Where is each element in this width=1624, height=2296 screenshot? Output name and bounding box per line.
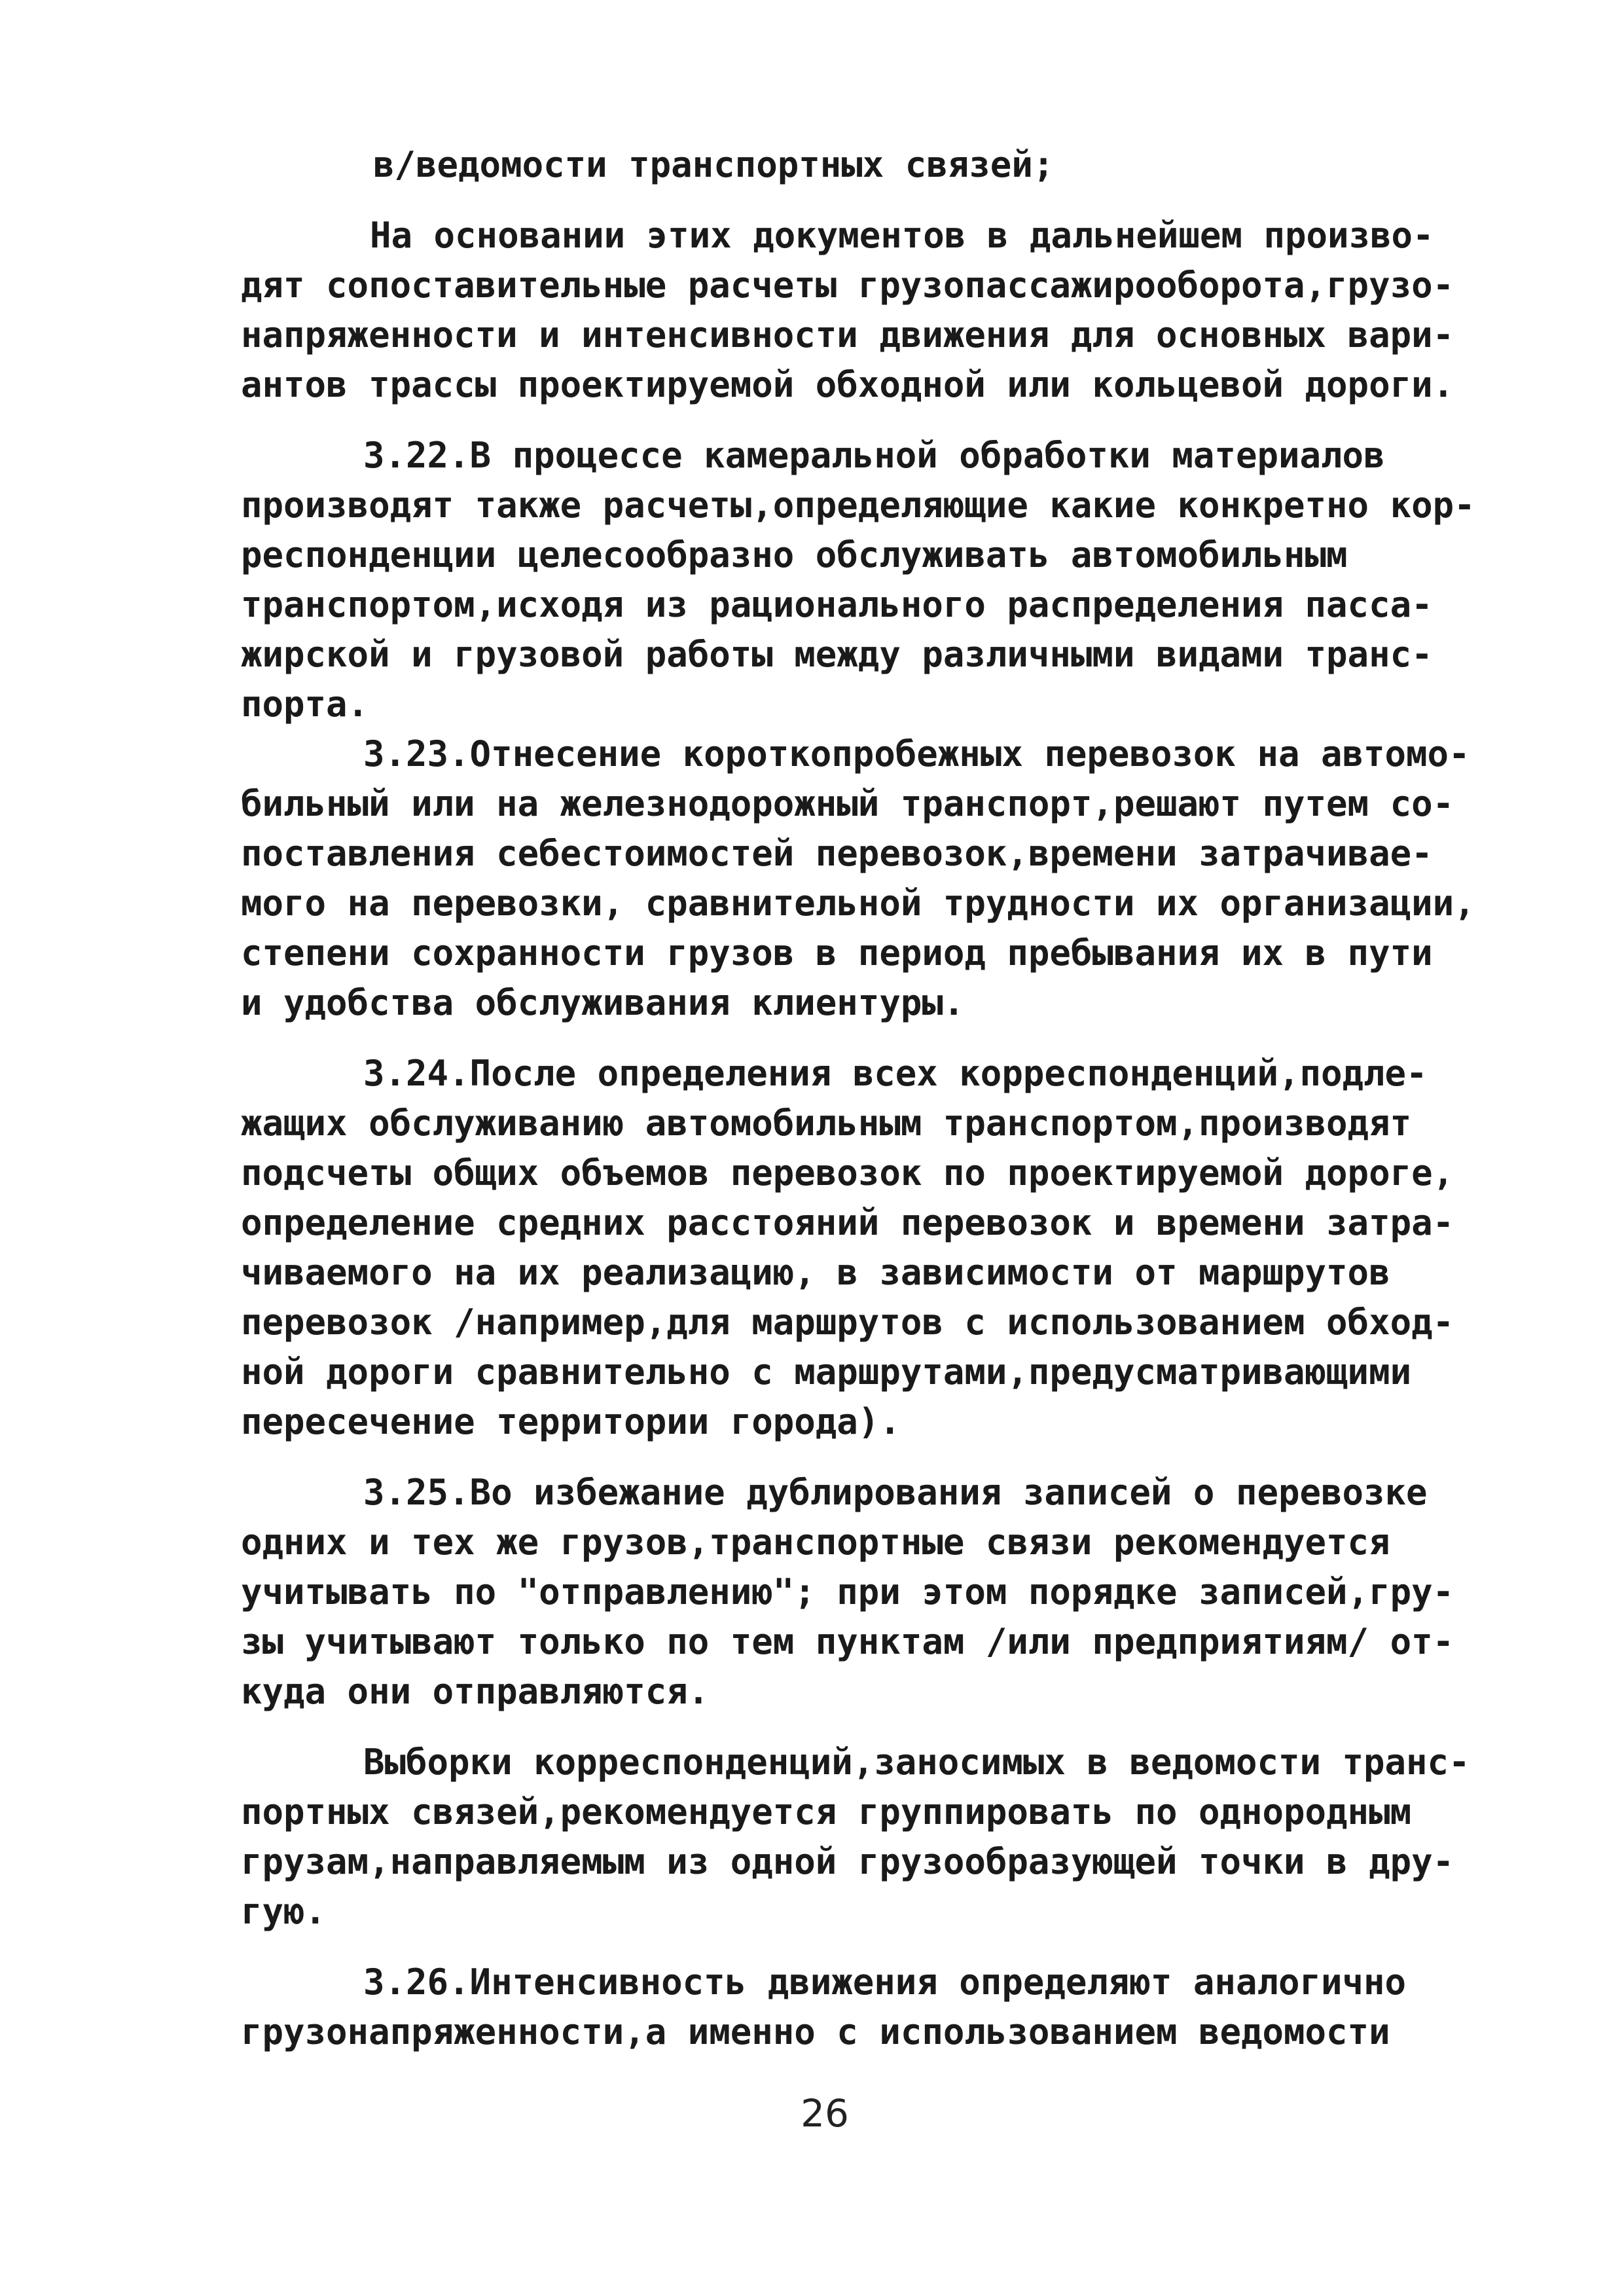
text-line: зы учитывают только по тем пунктам /или предприятиям/ от- (241, 1621, 1454, 1662)
text-line: напряженности и интенсивности движения для основных вари- (241, 314, 1454, 355)
text-line: подсчеты общих объемов перевозок по проектируемой дороге, (241, 1152, 1454, 1194)
text-line: дят сопоставительные расчеты грузопассажирооборота,грузо- (241, 264, 1454, 306)
text-line: грузонапряженности,а именно с использованием ведомости (241, 2011, 1390, 2052)
text-line: порта. (241, 683, 369, 725)
text-line: На основании этих документов в дальнейшем произво- (370, 215, 1434, 256)
text-line: портных связей,рекомендуется группировать по однородным (241, 1791, 1412, 1832)
text-line: производят также расчеты,определяющие какие конкретно кор- (241, 484, 1475, 526)
text-line: грузам,направляемым из одной грузообразующей точки в дру- (241, 1841, 1454, 1882)
text-line: транспортом,исходя из рационального распределения пасса- (241, 584, 1433, 625)
page-number: 26 (801, 2091, 849, 2136)
text-line: перевозок /например,для маршрутов с использованием обход- (241, 1302, 1454, 1343)
text-line: 3.23.Отнесение короткопробежных перевозок на автомо- (363, 733, 1470, 774)
text-line: степени сохранности грузов в период пребывания их в пути (241, 932, 1433, 974)
text-line: одних и тех же грузов,транспортные связи рекомендуется (241, 1522, 1390, 1563)
text-line: Выборки корреспонденций,заносимых в ведомости транс- (363, 1741, 1470, 1783)
text-line: и удобства обслуживания клиентуры. (241, 982, 965, 1023)
text-line: гую. (241, 1891, 327, 1932)
text-line: 3.24.После определения всех корреспонденций,подле- (363, 1053, 1428, 1094)
text-line: жирской и грузовой работы между различными видами транс- (241, 634, 1433, 675)
text-line: 3.25.Во избежание дублирования записей о перевозке (363, 1472, 1428, 1513)
text-line: куда они отправляются. (241, 1671, 710, 1712)
text-line: 3.26.Интенсивность движения определяют аналогично (363, 1961, 1407, 2003)
text-line: жащих обслуживанию автомобильным транспортом,производят (241, 1102, 1412, 1144)
text-line: определение средних расстояний перевозок и времени затра- (241, 1202, 1454, 1243)
text-line: чиваемого на их реализацию, в зависимости от маршрутов (241, 1252, 1390, 1293)
text-line: антов трассы проектируемой обходной или кольцевой дороги. (241, 364, 1454, 405)
text-line: поставления себестоимостей перевозок,времени затрачивае- (241, 833, 1433, 874)
text-line: ной дороги сравнительно с маршрутами,предусматривающими (241, 1351, 1412, 1393)
text-line: учитывать по "отправлению"; при этом порядке записей,гру- (241, 1571, 1454, 1613)
text-line: в/ведомости транспортных связей; (373, 144, 1055, 185)
text-line: мого на перевозки, сравнительной трудности их организации, (241, 883, 1475, 924)
text-line: пересечение территории города). (241, 1401, 901, 1442)
text-line: 3.22.В процессе камеральной обработки материалов (363, 435, 1385, 476)
text-line: бильный или на железнодорожный транспорт,решают путем со- (241, 783, 1454, 824)
text-line: респонденции целесообразно обслуживать автомобильным (241, 534, 1348, 575)
